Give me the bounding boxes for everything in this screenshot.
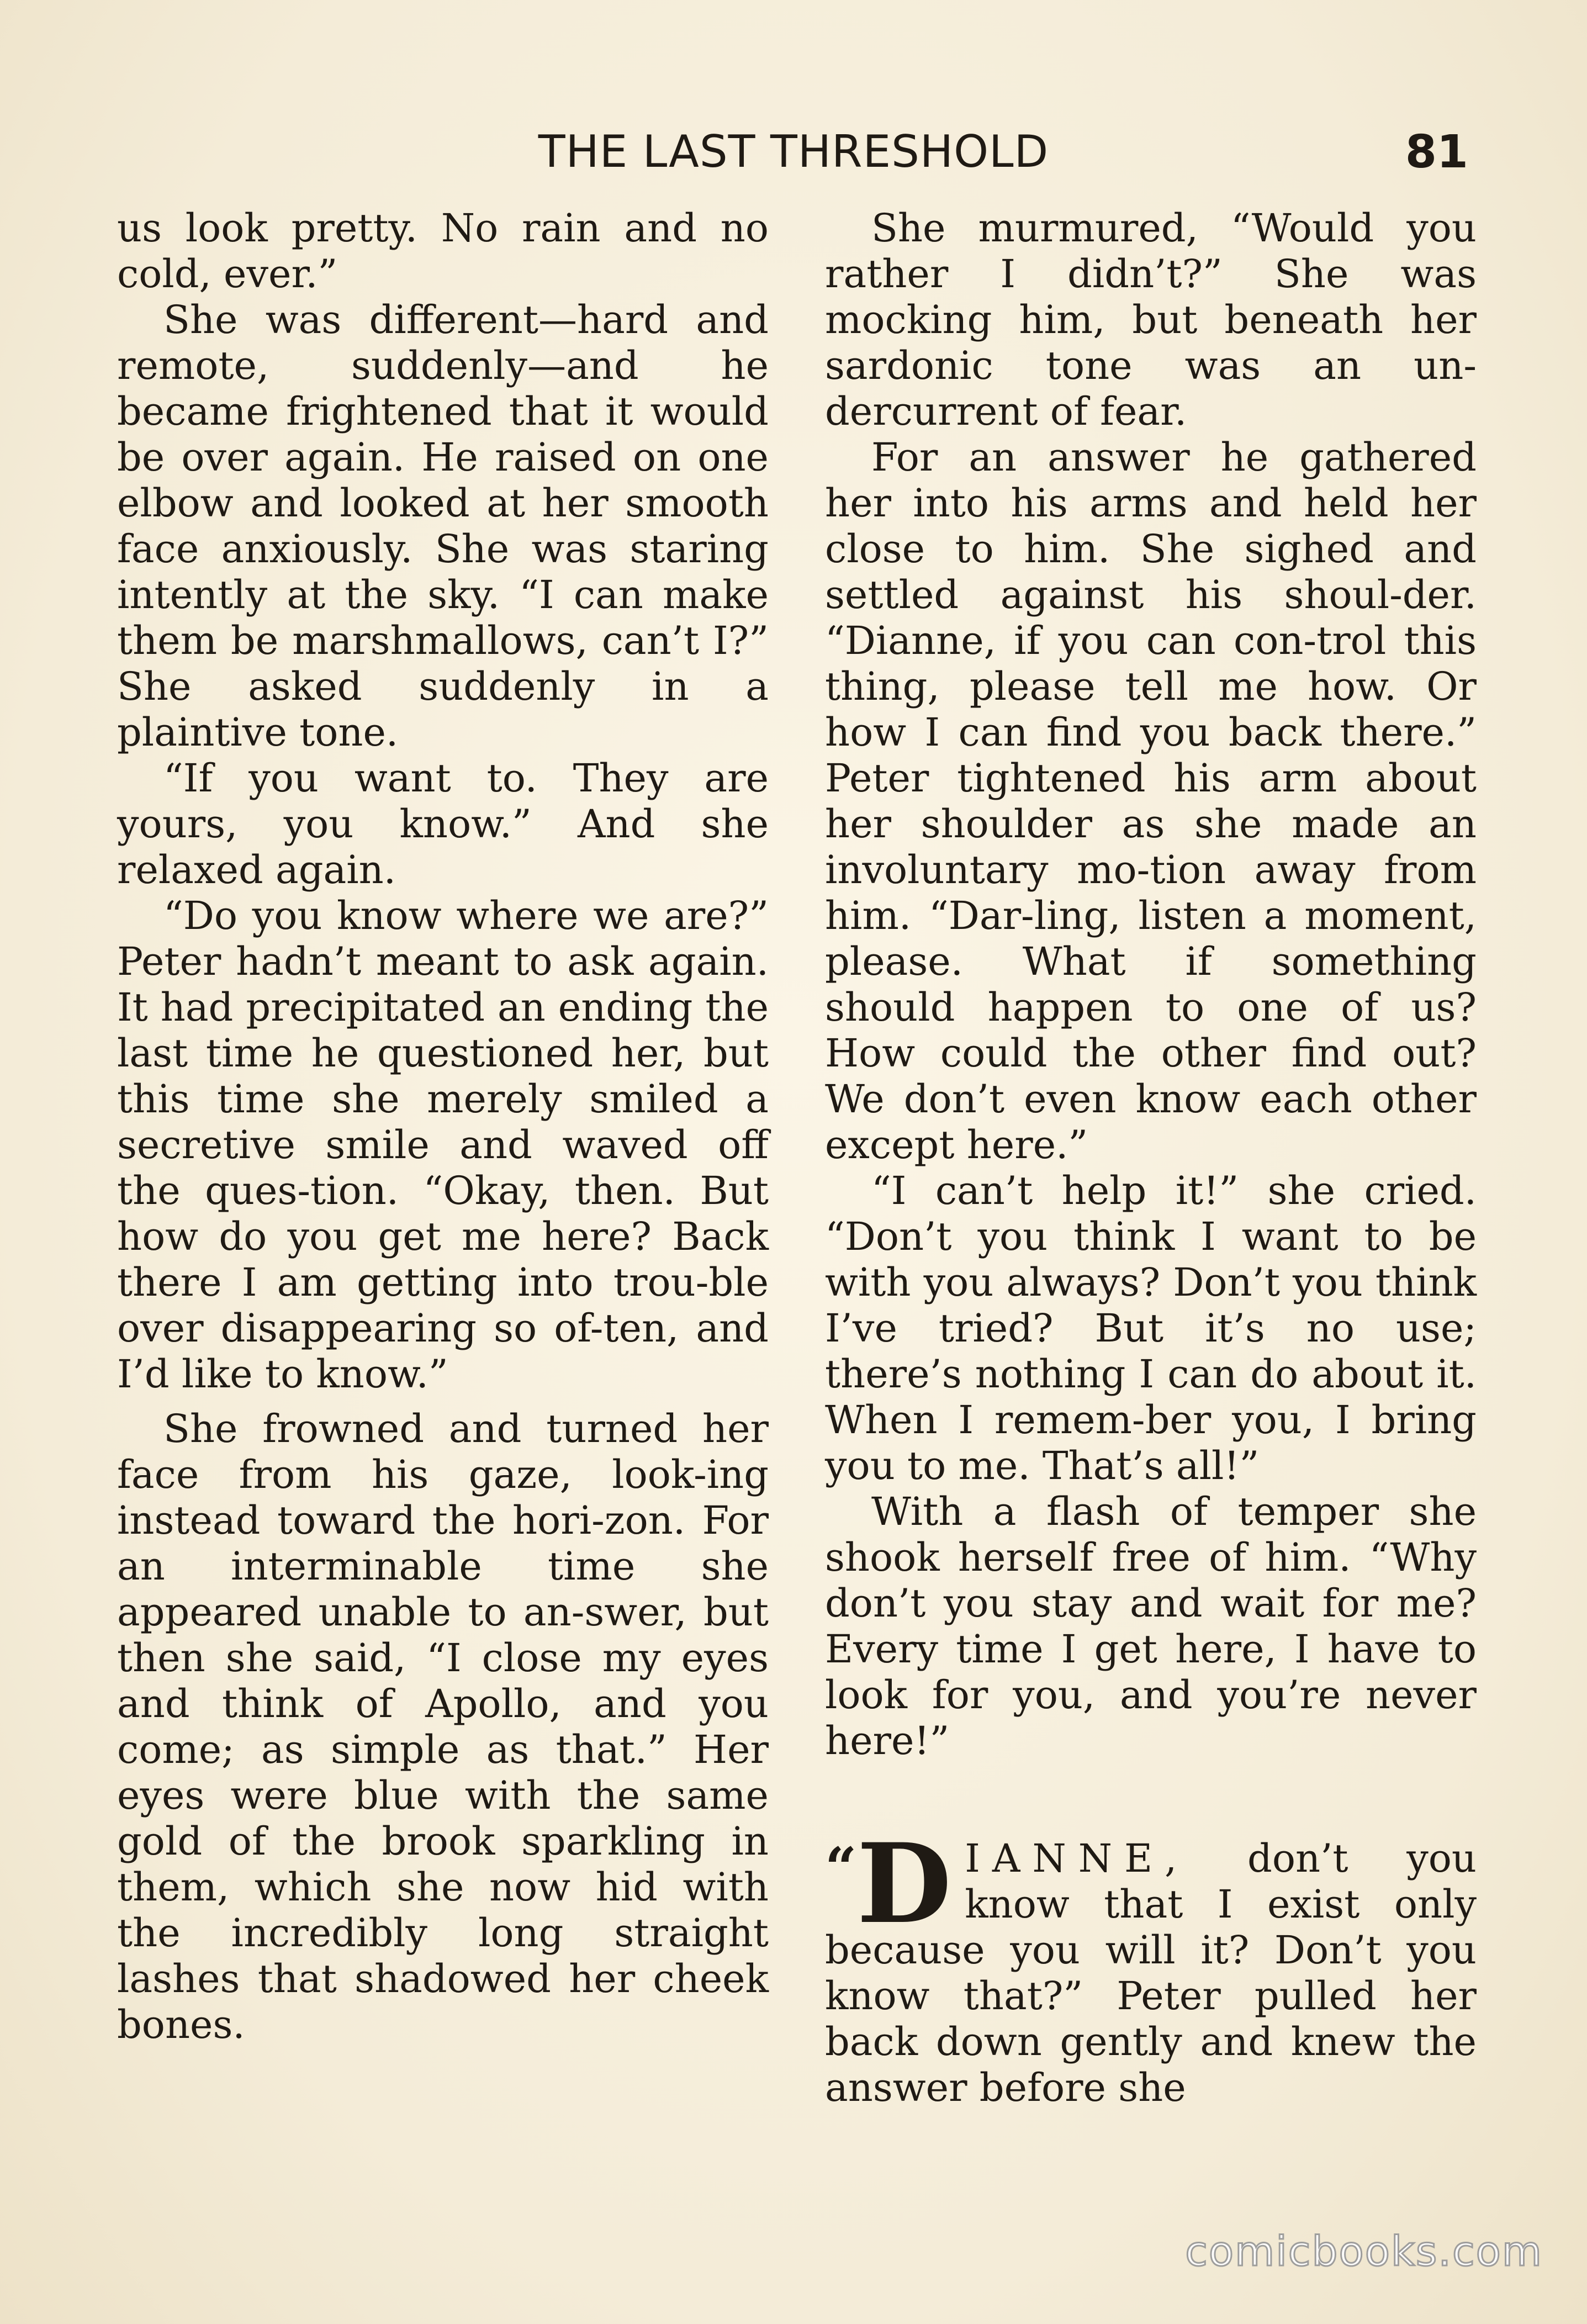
page-number: 81 <box>1405 126 1468 178</box>
watermark: comicbooks.com <box>1185 2228 1543 2275</box>
paragraph: “I can’t help it!” she cried. “Don’t you think I want to be with you always? Don’t you think I’ve tried? But it’s no use; there’s nothing I can do about it. When I remem-ber you, I bring you to me. That’s all!” <box>825 1168 1477 1488</box>
drop-cap-letter: D <box>856 1819 952 1948</box>
left-column <box>117 205 769 2048</box>
paragraph: us look pretty. No rain and no cold, ever.” <box>117 205 769 297</box>
paragraph: She frowned and turned her face from his gaze, look-ing instead toward the hori-zon. For an interminable time she appeared unable to an-swer, but then she said, “I close my eyes and think of Apollo, and you come; as simple as that.” Her eyes were blue with the same gold of the brook sparkling in them, which she now hid with the incredibly long straight lashes that shadowed her cheek bones. <box>117 1406 769 2047</box>
section-text: don’t you know that I exist only because you will it? Don’t you know that?” Peter pulled her back down gently and knew the answer before she <box>825 1836 1477 2110</box>
paragraph: She was different—hard and remote, suddenly—and he became frightened that it would be over again. He raised on one elbow and looked at her smooth face anxiously. She was staring intently at the sky. “I can make them be marshmallows, can’t I?” She asked suddenly in a plaintive tone. <box>117 297 769 755</box>
running-head <box>0 126 1587 187</box>
paragraph: “If you want to. They are yours, you know.” And she relaxed again. <box>117 756 769 892</box>
drop-cap-quote: “ <box>825 1835 857 1900</box>
paragraph: “Do you know where we are?” Peter hadn’t meant to ask again. It had precipitated an ending the last time he questioned her, but this time she merely smiled a secretive smile and waved off the ques-tion. “Okay, then. But how do you get me here? Back there I am getting into trou-ble over disappearing so of-ten, and I’d like to know.” <box>117 893 769 1397</box>
running-title: THE LAST THRESHOLD <box>538 126 1049 177</box>
right-column <box>825 205 1477 2111</box>
paragraph: With a flash of temper she shook herself free of him. “Why don’t you stay and wait for me? Every time I get here, I have to look for you, and you’re never here!” <box>825 1489 1477 1763</box>
paragraph: For an answer he gathered her into his arms and held her close to him. She sighed and settled against his shoul-der. “Dianne, if you can con-trol this thing, please tell me how. Or how I can find you back there.” Peter tightened his arm about her shoulder as she made an involuntary mo-tion away from him. “Dar-ling, listen a moment, please. What if something should happen to one of us? How could the other find out? We don’t even know each other except here.” <box>825 435 1477 1168</box>
section-start-paragraph <box>825 1819 1477 2111</box>
paragraph: She murmured, “Would you rather I didn’t?” She was mocking him, but beneath her sardonic tone was an un-dercurrent of fear. <box>825 205 1477 434</box>
spaced-caps: IANNE, <box>965 1836 1189 1881</box>
drop-cap-group <box>825 1819 959 1948</box>
